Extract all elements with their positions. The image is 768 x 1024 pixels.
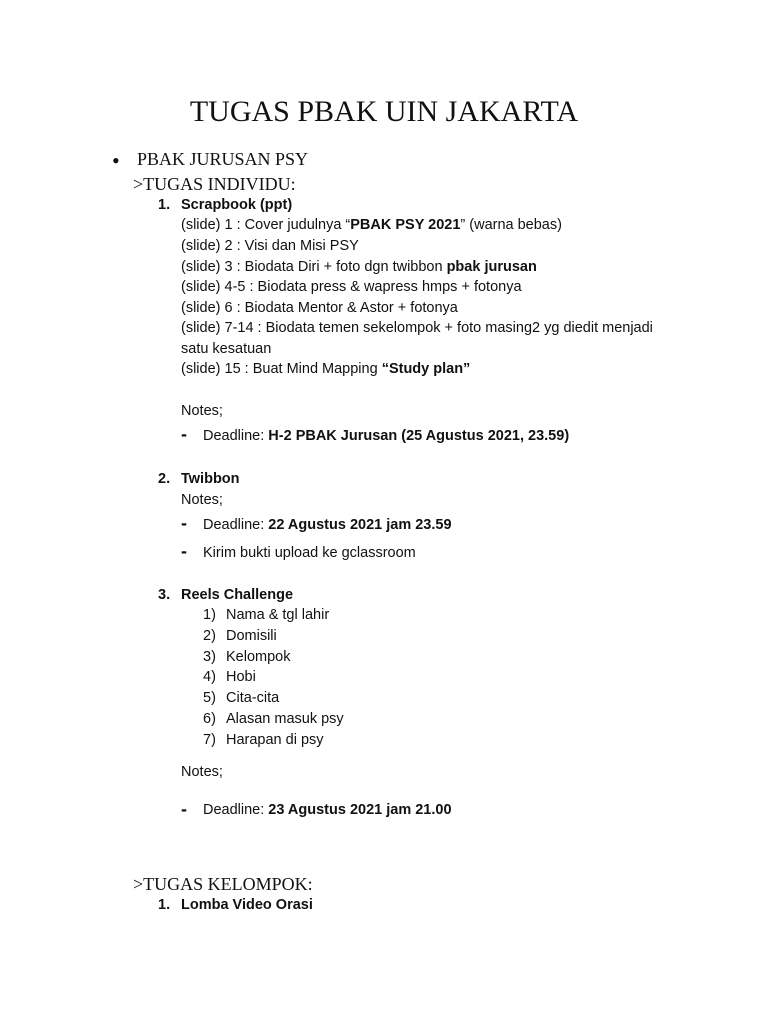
- kelompok-number: 1.: [158, 897, 171, 913]
- slide-1-post: ” (warna bebas): [460, 217, 562, 233]
- slide-2-line: (slide) 2 : Visi dan Misi PSY: [181, 238, 359, 254]
- reels-item: Domisili: [226, 628, 277, 644]
- slide-3-pre: (slide) 3 : Biodata Diri + foto dgn twibbon: [181, 259, 447, 275]
- kelompok-title: Lomba Video Orasi: [181, 897, 313, 913]
- reels-item-number: 4): [203, 669, 216, 685]
- reels-item: Kelompok: [226, 649, 291, 665]
- dash-bullet: -: [181, 424, 187, 444]
- scrapbook-title: Scrapbook (ppt): [181, 197, 293, 213]
- dash-bullet: -: [181, 799, 187, 819]
- dash-bullet: -: [181, 513, 187, 533]
- slide-7-14-cont: satu kesatuan: [181, 341, 272, 357]
- reels-item-number: 1): [203, 607, 216, 623]
- kelompok-heading: >TUGAS KELOMPOK:: [133, 874, 313, 894]
- slide-4-5-line: (slide) 4-5 : Biodata press & wapress hmps + fotonya: [181, 279, 522, 295]
- reels-item-number: 6): [203, 711, 216, 727]
- slide-1-pre: (slide) 1 : Cover judulnya “: [181, 217, 351, 233]
- slide-7-14-line: (slide) 7-14 : Biodata temen sekelompok + foto masing2 yg diedit menjadi: [181, 320, 653, 336]
- slide-3-bold: pbak jurusan: [446, 259, 537, 275]
- reels-item-number: 7): [203, 732, 216, 748]
- deadline-value: 22 Agustus 2021 jam 23.59: [268, 517, 452, 533]
- deadline-value: H-2 PBAK Jurusan (25 Agustus 2021, 23.59): [268, 428, 570, 444]
- reels-item: Harapan di psy: [226, 732, 324, 748]
- twibbon-upload: Kirim bukti upload ke gclassroom: [203, 545, 416, 561]
- section-bullet: •: [112, 148, 120, 173]
- scrapbook-deadline: [203, 426, 569, 446]
- reels-deadline: [203, 800, 452, 820]
- individu-heading: >TUGAS INDIVIDU:: [133, 174, 296, 194]
- reels-item: Hobi: [226, 669, 256, 685]
- twibbon-number: 2.: [158, 471, 171, 487]
- scrapbook-number: 1.: [158, 197, 171, 213]
- twibbon-deadline: [203, 515, 452, 535]
- deadline-value: 23 Agustus 2021 jam 21.00: [268, 802, 452, 818]
- slide-15-bold: “Study plan”: [381, 361, 471, 377]
- slide-15-pre: (slide) 15 : Buat Mind Mapping: [181, 361, 382, 377]
- twibbon-notes: Notes;: [181, 492, 223, 508]
- section-name: PBAK JURUSAN PSY: [137, 149, 309, 169]
- deadline-label: Deadline:: [203, 517, 269, 533]
- page-title: TUGAS PBAK UIN JAKARTA: [189, 95, 579, 128]
- reels-item-number: 2): [203, 628, 216, 644]
- dash-bullet: -: [181, 541, 187, 561]
- reels-number: 3.: [158, 587, 171, 603]
- twibbon-title: Twibbon: [181, 471, 240, 487]
- reels-item: Nama & tgl lahir: [226, 607, 330, 623]
- deadline-label: Deadline:: [203, 802, 269, 818]
- slide-1-bold: PBAK PSY 2021: [350, 217, 461, 233]
- reels-item: Cita-cita: [226, 690, 280, 706]
- reels-item: Alasan masuk psy: [226, 711, 344, 727]
- reels-notes: Notes;: [181, 764, 223, 780]
- slide-6-line: (slide) 6 : Biodata Mentor & Astor + fotonya: [181, 300, 458, 316]
- deadline-label: Deadline:: [203, 428, 269, 444]
- reels-item-number: 5): [203, 690, 216, 706]
- slide-15-line: [181, 359, 470, 379]
- slide-1-line: [181, 215, 562, 235]
- reels-item-number: 3): [203, 649, 216, 665]
- scrapbook-notes: Notes;: [181, 403, 223, 419]
- slide-3-line: [181, 257, 537, 277]
- reels-title: Reels Challenge: [181, 587, 294, 603]
